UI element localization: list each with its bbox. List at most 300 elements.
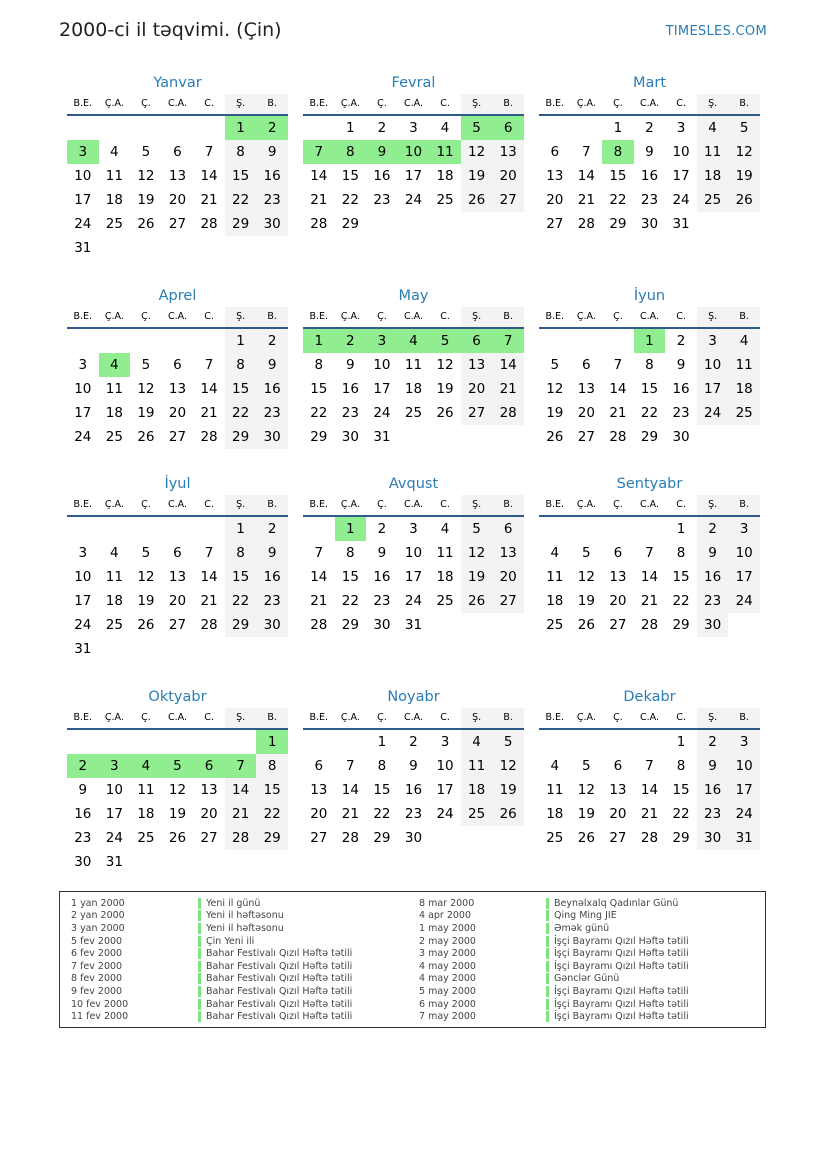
day-cell[interactable]: 3 (409, 521, 418, 537)
day-cell[interactable]: 2 (697, 517, 729, 541)
day-cell[interactable]: 18 (105, 405, 123, 421)
day-cell[interactable]: 7 (645, 758, 654, 774)
day-cell[interactable]: 4 (550, 758, 560, 774)
day-cell[interactable]: 21 (492, 377, 524, 401)
holiday-name[interactable]: Qing Ming JIE (554, 910, 617, 922)
day-cell[interactable]: 8 (676, 758, 686, 774)
day-cell[interactable]: 17 (728, 778, 760, 802)
day-cell[interactable]: 28 (200, 617, 218, 633)
day-cell[interactable]: 9 (409, 758, 418, 774)
day-cell[interactable]: 10 (728, 754, 760, 778)
day-cell[interactable]: 16 (256, 164, 288, 188)
holiday-day-cell[interactable]: 1 (303, 329, 335, 353)
day-cell[interactable]: 24 (74, 216, 92, 232)
day-cell[interactable]: 17 (404, 168, 423, 184)
day-cell[interactable]: 20 (168, 405, 187, 421)
day-cell[interactable]: 30 (640, 216, 659, 232)
day-cell[interactable]: 5 (141, 357, 151, 373)
day-cell[interactable]: 7 (613, 357, 623, 373)
day-cell[interactable]: 12 (461, 541, 493, 565)
day-cell[interactable]: 13 (200, 782, 218, 798)
day-cell[interactable]: 6 (613, 545, 623, 561)
day-cell[interactable]: 20 (461, 377, 493, 401)
day-cell[interactable]: 30 (256, 425, 288, 449)
day-cell[interactable]: 12 (461, 140, 493, 164)
holiday-day-cell[interactable]: 8 (335, 140, 367, 164)
holiday-day-cell[interactable]: 7 (225, 754, 257, 778)
day-cell[interactable]: 16 (672, 381, 690, 397)
day-cell[interactable]: 14 (640, 782, 659, 798)
day-cell[interactable]: 28 (640, 830, 659, 846)
day-cell[interactable]: 7 (204, 545, 214, 561)
holiday-name[interactable]: İşçi Bayramı Qızıl Həftə tətili (554, 1011, 689, 1023)
day-cell[interactable]: 28 (310, 216, 328, 232)
day-cell[interactable]: 26 (546, 429, 564, 445)
day-cell[interactable]: 15 (225, 164, 257, 188)
day-cell[interactable]: 25 (105, 216, 123, 232)
month-name[interactable]: Dekabr (623, 689, 676, 705)
holiday-day-cell[interactable]: 2 (335, 329, 367, 353)
day-cell[interactable]: 26 (577, 830, 595, 846)
holiday-name[interactable]: İşçi Bayramı Qızıl Həftə tətili (554, 960, 689, 972)
day-cell[interactable]: 20 (492, 565, 524, 589)
day-cell[interactable]: 22 (640, 405, 659, 421)
day-cell[interactable]: 17 (105, 806, 123, 822)
day-cell[interactable]: 10 (373, 357, 391, 373)
day-cell[interactable]: 11 (697, 140, 729, 164)
day-cell[interactable]: 14 (200, 381, 218, 397)
holiday-day-cell[interactable]: 4 (398, 329, 430, 353)
day-cell[interactable]: 28 (640, 617, 659, 633)
day-cell[interactable]: 27 (492, 589, 524, 613)
day-cell[interactable]: 12 (728, 140, 760, 164)
holiday-day-cell[interactable]: 1 (335, 517, 367, 541)
day-cell[interactable]: 19 (168, 806, 187, 822)
day-cell[interactable]: 13 (492, 541, 524, 565)
day-cell[interactable]: 3 (728, 730, 760, 754)
day-cell[interactable]: 14 (341, 782, 359, 798)
holiday-name[interactable]: Çin Yeni ili (206, 935, 255, 947)
day-cell[interactable]: 23 (74, 830, 92, 846)
day-cell[interactable]: 19 (492, 778, 524, 802)
day-cell[interactable]: 25 (546, 617, 564, 633)
day-cell[interactable]: 15 (373, 782, 391, 798)
day-cell[interactable]: 31 (74, 641, 92, 657)
day-cell[interactable]: 20 (609, 806, 627, 822)
holiday-day-cell[interactable]: 5 (162, 754, 194, 778)
day-cell[interactable]: 10 (404, 545, 423, 561)
day-cell[interactable]: 4 (110, 144, 119, 160)
day-cell[interactable]: 4 (440, 521, 450, 537)
day-cell[interactable]: 27 (461, 401, 493, 425)
day-cell[interactable]: 23 (672, 405, 690, 421)
day-cell[interactable]: 14 (310, 569, 328, 585)
day-cell[interactable]: 25 (105, 617, 123, 633)
day-cell[interactable]: 12 (168, 782, 187, 798)
month-name[interactable]: Yanvar (153, 75, 202, 91)
day-cell[interactable]: 19 (436, 381, 454, 397)
day-cell[interactable]: 29 (256, 826, 288, 850)
day-cell[interactable]: 18 (436, 569, 454, 585)
day-cell[interactable]: 23 (697, 589, 729, 613)
day-cell[interactable]: 9 (346, 357, 355, 373)
month-name[interactable]: İyun (633, 288, 666, 304)
day-cell[interactable]: 12 (492, 754, 524, 778)
day-cell[interactable]: 16 (256, 565, 288, 589)
day-cell[interactable]: 27 (577, 429, 595, 445)
day-cell[interactable]: 3 (697, 329, 729, 353)
day-cell[interactable]: 5 (728, 116, 760, 140)
day-cell[interactable]: 8 (346, 545, 355, 561)
day-cell[interactable]: 17 (672, 168, 690, 184)
day-cell[interactable]: 15 (640, 381, 659, 397)
day-cell[interactable]: 6 (173, 545, 182, 561)
day-cell[interactable]: 14 (200, 168, 218, 184)
day-cell[interactable]: 17 (697, 377, 729, 401)
month-name[interactable]: Mart (632, 75, 667, 91)
day-cell[interactable]: 8 (645, 357, 654, 373)
day-cell[interactable]: 26 (436, 405, 454, 421)
day-cell[interactable]: 12 (137, 168, 155, 184)
day-cell[interactable]: 29 (341, 617, 359, 633)
day-cell[interactable]: 16 (373, 569, 391, 585)
day-cell[interactable]: 31 (728, 826, 760, 850)
day-cell[interactable]: 23 (256, 188, 288, 212)
day-cell[interactable]: 6 (173, 357, 182, 373)
day-cell[interactable]: 27 (609, 830, 627, 846)
day-cell[interactable]: 29 (225, 212, 257, 236)
day-cell[interactable]: 6 (613, 758, 623, 774)
day-cell[interactable]: 14 (225, 778, 257, 802)
day-cell[interactable]: 30 (341, 429, 359, 445)
day-cell[interactable]: 19 (577, 806, 595, 822)
day-cell[interactable]: 14 (492, 353, 524, 377)
day-cell[interactable]: 8 (314, 357, 324, 373)
day-cell[interactable]: 1 (676, 734, 686, 750)
day-cell[interactable]: 13 (310, 782, 328, 798)
day-cell[interactable]: 11 (436, 545, 454, 561)
day-cell[interactable]: 7 (314, 545, 324, 561)
day-cell[interactable]: 16 (256, 377, 288, 401)
day-cell[interactable]: 27 (168, 429, 187, 445)
day-cell[interactable]: 18 (137, 806, 155, 822)
day-cell[interactable]: 6 (492, 517, 524, 541)
day-cell[interactable]: 19 (728, 164, 760, 188)
day-cell[interactable]: 19 (137, 405, 155, 421)
day-cell[interactable]: 29 (640, 429, 659, 445)
day-cell[interactable]: 23 (256, 589, 288, 613)
day-cell[interactable]: 14 (609, 381, 627, 397)
day-cell[interactable]: 22 (225, 401, 257, 425)
day-cell[interactable]: 5 (582, 758, 591, 774)
day-cell[interactable]: 2 (377, 120, 387, 136)
day-cell[interactable]: 23 (341, 405, 359, 421)
day-cell[interactable]: 5 (461, 517, 493, 541)
day-cell[interactable]: 7 (204, 357, 214, 373)
day-cell[interactable]: 21 (200, 405, 218, 421)
day-cell[interactable]: 13 (168, 381, 187, 397)
day-cell[interactable]: 11 (546, 782, 564, 798)
day-cell[interactable]: 10 (74, 168, 92, 184)
day-cell[interactable]: 14 (640, 569, 659, 585)
day-cell[interactable]: 18 (728, 377, 760, 401)
day-cell[interactable]: 23 (373, 192, 391, 208)
day-cell[interactable]: 23 (697, 802, 729, 826)
holiday-day-cell[interactable]: 7 (303, 140, 335, 164)
month-name[interactable]: Fevral (391, 75, 436, 91)
day-cell[interactable]: 20 (577, 405, 595, 421)
day-cell[interactable]: 6 (314, 758, 324, 774)
day-cell[interactable]: 3 (78, 545, 88, 561)
day-cell[interactable]: 27 (168, 617, 187, 633)
month-name[interactable]: May (398, 288, 429, 304)
day-cell[interactable]: 20 (310, 806, 328, 822)
day-cell[interactable]: 9 (256, 353, 288, 377)
day-cell[interactable]: 2 (697, 730, 729, 754)
day-cell[interactable]: 20 (168, 192, 187, 208)
holiday-day-cell[interactable]: 5 (429, 329, 461, 353)
day-cell[interactable]: 25 (697, 188, 729, 212)
holiday-name[interactable]: İşçi Bayramı Qızıl Həftə tətili (554, 998, 689, 1010)
day-cell[interactable]: 6 (173, 144, 182, 160)
day-cell[interactable]: 17 (74, 405, 92, 421)
holiday-name[interactable]: Yeni il həftəsonu (206, 922, 284, 934)
day-cell[interactable]: 2 (409, 734, 418, 750)
day-cell[interactable]: 3 (676, 120, 686, 136)
holiday-name[interactable]: Gənclər Günü (554, 973, 620, 985)
day-cell[interactable]: 21 (341, 806, 359, 822)
day-cell[interactable]: 19 (461, 565, 493, 589)
day-cell[interactable]: 13 (461, 353, 493, 377)
day-cell[interactable]: 10 (672, 144, 690, 160)
day-cell[interactable]: 7 (582, 144, 591, 160)
month-name[interactable]: Avqust (388, 476, 439, 492)
day-cell[interactable]: 15 (256, 778, 288, 802)
day-cell[interactable]: 11 (105, 381, 123, 397)
day-cell[interactable]: 28 (200, 429, 218, 445)
day-cell[interactable]: 9 (697, 541, 729, 565)
day-cell[interactable]: 16 (373, 168, 391, 184)
day-cell[interactable]: 29 (225, 613, 257, 637)
day-cell[interactable]: 24 (728, 589, 760, 613)
holiday-day-cell[interactable]: 4 (99, 353, 131, 377)
day-cell[interactable]: 16 (697, 778, 729, 802)
day-cell[interactable]: 23 (640, 192, 659, 208)
day-cell[interactable]: 8 (256, 754, 288, 778)
day-cell[interactable]: 27 (310, 830, 328, 846)
day-cell[interactable]: 17 (728, 565, 760, 589)
day-cell[interactable]: 29 (672, 617, 690, 633)
day-cell[interactable]: 10 (105, 782, 123, 798)
day-cell[interactable]: 16 (640, 168, 659, 184)
day-cell[interactable]: 28 (609, 429, 627, 445)
day-cell[interactable]: 23 (404, 806, 423, 822)
holiday-name[interactable]: Bahar Festivalı Qızıl Həftə tətili (206, 985, 353, 997)
day-cell[interactable]: 30 (404, 830, 423, 846)
day-cell[interactable]: 28 (577, 216, 595, 232)
day-cell[interactable]: 17 (436, 782, 454, 798)
day-cell[interactable]: 21 (225, 802, 257, 826)
day-cell[interactable]: 18 (546, 593, 564, 609)
day-cell[interactable]: 24 (74, 617, 92, 633)
day-cell[interactable]: 13 (492, 140, 524, 164)
day-cell[interactable]: 10 (728, 541, 760, 565)
day-cell[interactable]: 8 (377, 758, 387, 774)
day-cell[interactable]: 20 (200, 806, 218, 822)
day-cell[interactable]: 2 (377, 521, 387, 537)
day-cell[interactable]: 26 (137, 429, 155, 445)
day-cell[interactable]: 17 (373, 381, 391, 397)
day-cell[interactable]: 11 (728, 353, 760, 377)
day-cell[interactable]: 22 (225, 589, 257, 613)
day-cell[interactable]: 26 (461, 188, 493, 212)
day-cell[interactable]: 29 (609, 216, 627, 232)
day-cell[interactable]: 9 (256, 541, 288, 565)
holiday-day-cell[interactable]: 3 (99, 754, 131, 778)
holiday-day-cell[interactable]: 6 (461, 329, 493, 353)
day-cell[interactable]: 25 (137, 830, 155, 846)
day-cell[interactable]: 9 (697, 754, 729, 778)
holiday-day-cell[interactable]: 9 (366, 140, 398, 164)
day-cell[interactable]: 5 (141, 545, 151, 561)
day-cell[interactable]: 26 (137, 216, 155, 232)
day-cell[interactable]: 24 (404, 192, 423, 208)
day-cell[interactable]: 27 (609, 617, 627, 633)
holiday-name[interactable]: Beynəlxalq Qadınlar Günü (554, 897, 679, 909)
day-cell[interactable]: 11 (105, 569, 123, 585)
day-cell[interactable]: 4 (440, 120, 450, 136)
day-cell[interactable]: 21 (310, 593, 328, 609)
day-cell[interactable]: 13 (609, 569, 627, 585)
day-cell[interactable]: 14 (577, 168, 595, 184)
day-cell[interactable]: 25 (105, 429, 123, 445)
day-cell[interactable]: 26 (137, 617, 155, 633)
day-cell[interactable]: 22 (373, 806, 391, 822)
day-cell[interactable]: 11 (137, 782, 155, 798)
month-name[interactable]: İyul (164, 476, 191, 492)
day-cell[interactable]: 4 (697, 116, 729, 140)
day-cell[interactable]: 4 (550, 545, 560, 561)
day-cell[interactable]: 13 (168, 569, 187, 585)
day-cell[interactable]: 22 (256, 802, 288, 826)
day-cell[interactable]: 26 (577, 617, 595, 633)
day-cell[interactable]: 28 (225, 826, 257, 850)
day-cell[interactable]: 15 (341, 569, 359, 585)
day-cell[interactable]: 11 (461, 754, 493, 778)
day-cell[interactable]: 15 (225, 565, 257, 589)
day-cell[interactable]: 7 (346, 758, 355, 774)
day-cell[interactable]: 29 (341, 216, 359, 232)
day-cell[interactable]: 12 (137, 381, 155, 397)
day-cell[interactable]: 21 (310, 192, 328, 208)
day-cell[interactable]: 18 (105, 192, 123, 208)
day-cell[interactable]: 10 (697, 353, 729, 377)
day-cell[interactable]: 31 (404, 617, 423, 633)
holiday-name[interactable]: İşçi Bayramı Qızıl Həftə tətili (554, 935, 689, 947)
day-cell[interactable]: 26 (461, 589, 493, 613)
day-cell[interactable]: 5 (141, 144, 151, 160)
day-cell[interactable]: 2 (256, 517, 288, 541)
holiday-name[interactable]: Bahar Festivalı Qızıl Həftə tətili (206, 960, 353, 972)
day-cell[interactable]: 15 (609, 168, 627, 184)
day-cell[interactable]: 2 (256, 329, 288, 353)
day-cell[interactable]: 28 (492, 401, 524, 425)
holiday-day-cell[interactable]: 2 (256, 116, 288, 140)
day-cell[interactable]: 25 (546, 830, 564, 846)
day-cell[interactable]: 28 (341, 830, 359, 846)
day-cell[interactable]: 27 (200, 830, 218, 846)
holiday-day-cell[interactable]: 7 (492, 329, 524, 353)
day-cell[interactable]: 20 (492, 164, 524, 188)
day-cell[interactable]: 25 (728, 401, 760, 425)
day-cell[interactable]: 5 (582, 545, 591, 561)
day-cell[interactable]: 21 (640, 593, 659, 609)
holiday-name[interactable]: Bahar Festivalı Qızıl Həftə tətili (206, 1011, 353, 1023)
day-cell[interactable]: 30 (74, 854, 92, 870)
day-cell[interactable]: 10 (436, 758, 454, 774)
day-cell[interactable]: 7 (645, 545, 654, 561)
holiday-day-cell[interactable]: 4 (130, 754, 162, 778)
day-cell[interactable]: 1 (225, 329, 257, 353)
holiday-name[interactable]: Bahar Festivalı Qızıl Həftə tətili (206, 948, 353, 960)
day-cell[interactable]: 11 (404, 357, 423, 373)
day-cell[interactable]: 9 (645, 144, 654, 160)
day-cell[interactable]: 20 (546, 192, 564, 208)
day-cell[interactable]: 16 (341, 381, 359, 397)
day-cell[interactable]: 6 (550, 144, 560, 160)
day-cell[interactable]: 15 (672, 782, 690, 798)
day-cell[interactable]: 21 (200, 593, 218, 609)
site-logo[interactable]: TIMESLES.COM (665, 24, 767, 39)
day-cell[interactable]: 24 (436, 806, 454, 822)
day-cell[interactable]: 3 (78, 357, 88, 373)
day-cell[interactable]: 8 (225, 353, 257, 377)
holiday-day-cell[interactable]: 1 (634, 329, 666, 353)
day-cell[interactable]: 19 (461, 164, 493, 188)
day-cell[interactable]: 3 (728, 517, 760, 541)
day-cell[interactable]: 29 (225, 425, 257, 449)
day-cell[interactable]: 10 (74, 381, 92, 397)
day-cell[interactable]: 13 (168, 168, 187, 184)
day-cell[interactable]: 15 (672, 569, 690, 585)
holiday-name[interactable]: Yeni il həftəsonu (206, 910, 284, 922)
day-cell[interactable]: 22 (225, 188, 257, 212)
month-name[interactable]: Aprel (158, 288, 197, 304)
day-cell[interactable]: 19 (137, 593, 155, 609)
holiday-day-cell[interactable]: 5 (461, 116, 493, 140)
day-cell[interactable]: 22 (609, 192, 627, 208)
day-cell[interactable]: 17 (404, 569, 423, 585)
day-cell[interactable]: 21 (577, 192, 595, 208)
day-cell[interactable]: 24 (672, 192, 690, 208)
day-cell[interactable]: 18 (404, 381, 423, 397)
day-cell[interactable]: 1 (225, 517, 257, 541)
holiday-name[interactable]: Əmək günü (554, 922, 610, 934)
day-cell[interactable]: 19 (577, 593, 595, 609)
day-cell[interactable]: 29 (373, 830, 391, 846)
day-cell[interactable]: 24 (404, 593, 423, 609)
day-cell[interactable]: 4 (728, 329, 760, 353)
day-cell[interactable]: 12 (546, 381, 564, 397)
day-cell[interactable]: 13 (546, 168, 564, 184)
day-cell[interactable]: 16 (74, 806, 92, 822)
holiday-day-cell[interactable]: 8 (602, 140, 634, 164)
day-cell[interactable]: 12 (137, 569, 155, 585)
day-cell[interactable]: 2 (676, 333, 686, 349)
day-cell[interactable]: 13 (577, 381, 595, 397)
day-cell[interactable]: 16 (697, 565, 729, 589)
day-cell[interactable]: 21 (609, 405, 627, 421)
